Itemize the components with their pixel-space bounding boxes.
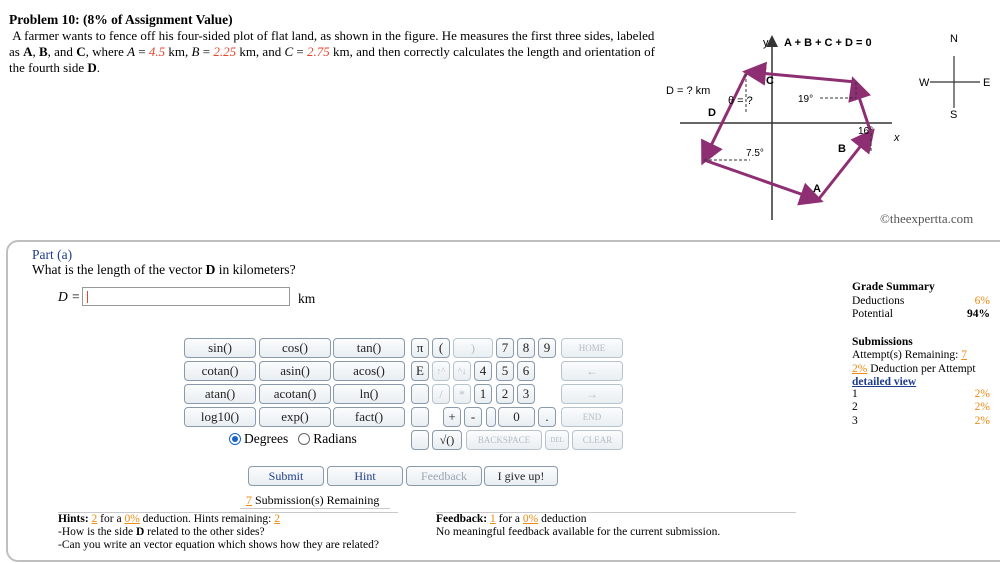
submission-row: 3 2% bbox=[852, 414, 990, 427]
angle-mode-group bbox=[229, 431, 357, 447]
backspace-button[interactable]: BACKSPACE bbox=[466, 430, 542, 450]
acotan-button[interactable]: acotan() bbox=[259, 384, 331, 404]
angle-16-label: 16° bbox=[858, 126, 874, 137]
exp-button[interactable]: exp() bbox=[259, 407, 331, 427]
hint-button[interactable]: Hint bbox=[327, 466, 403, 486]
value-b: 2.25 bbox=[213, 44, 237, 59]
divider-line bbox=[240, 508, 390, 509]
sqrt-button[interactable]: √() bbox=[432, 430, 462, 450]
degrees-radio[interactable] bbox=[229, 433, 241, 445]
key-3[interactable]: 3 bbox=[517, 384, 535, 404]
feedback-button[interactable]: Feedback bbox=[406, 466, 482, 486]
compass-east: E bbox=[983, 77, 991, 89]
minus-button[interactable]: - bbox=[464, 407, 482, 427]
clear-button[interactable]: CLEAR bbox=[572, 430, 623, 450]
theta-label: θ = ? bbox=[728, 95, 753, 107]
divide-button[interactable]: / bbox=[432, 384, 450, 404]
pi-button[interactable]: π bbox=[411, 338, 429, 358]
text-caret bbox=[87, 291, 88, 303]
tan-button[interactable]: tan() bbox=[333, 338, 405, 358]
potential-row: Potential 94% bbox=[852, 308, 990, 320]
blank-key-1[interactable] bbox=[411, 384, 429, 404]
radians-label: Radians bbox=[313, 431, 357, 446]
compass-north: N bbox=[950, 33, 958, 45]
copyright-text: ©theexpertta.com bbox=[880, 211, 974, 226]
deduction-per-attempt: 2% Deduction per Attempt bbox=[852, 362, 976, 375]
deductions-row: Deductions 6% bbox=[852, 294, 990, 307]
key-7[interactable]: 7 bbox=[496, 338, 514, 358]
key-1[interactable]: 1 bbox=[474, 384, 492, 404]
submission-row: 1 2% bbox=[852, 387, 990, 400]
home-button[interactable]: HOME bbox=[561, 338, 623, 358]
sin-button[interactable]: sin() bbox=[184, 338, 256, 358]
hints-summary: Hints: 2 for a 0% deduction. Hints remaining: 2 bbox=[58, 513, 280, 525]
decimal-button[interactable]: . bbox=[538, 407, 556, 427]
end-button[interactable]: END bbox=[561, 407, 623, 427]
key-0[interactable]: 0 bbox=[498, 407, 535, 427]
right-paren-button[interactable]: ) bbox=[453, 338, 493, 358]
submissions-remaining: 7 Submission(s) Remaining bbox=[246, 493, 380, 507]
atan-button[interactable]: atan() bbox=[184, 384, 256, 404]
d-vector-label: D bbox=[708, 107, 716, 119]
compass-west: W bbox=[919, 77, 930, 89]
key-6[interactable]: 6 bbox=[517, 361, 535, 381]
value-c: 2.75 bbox=[306, 44, 330, 59]
blank-key-3[interactable] bbox=[486, 407, 496, 427]
d-unknown-label: D = ? km bbox=[666, 85, 711, 97]
e-button[interactable]: E bbox=[411, 361, 429, 381]
vector-a bbox=[704, 160, 818, 200]
blank-key-4[interactable] bbox=[411, 430, 429, 450]
answer-input[interactable] bbox=[82, 287, 290, 306]
answer-unit: km bbox=[298, 291, 316, 306]
hint-1: -How is the side D related to the other sides? bbox=[58, 526, 265, 538]
cos-button[interactable]: cos() bbox=[259, 338, 331, 358]
feedback-message: No meaningful feedback available for the current submission. bbox=[436, 526, 721, 538]
key-2[interactable]: 2 bbox=[496, 384, 514, 404]
left-paren-button[interactable]: ( bbox=[432, 338, 450, 358]
feedback-summary: Feedback: 1 for a 0% deduction bbox=[436, 513, 587, 525]
problem-text: A farmer wants to fence off his four-sided plot of flat land, as shown in the figure. He measures the first three sides, labeled as A, B, and C, where A = 4.5 km, B = 2.25 km, and C = 2.75 km, and then correctly calculates the length and orientation of the fourth side D. bbox=[9, 28, 655, 75]
log10-button[interactable]: log10() bbox=[184, 407, 256, 427]
key-4[interactable]: 4 bbox=[474, 361, 492, 381]
right-arrow-button[interactable]: → bbox=[561, 384, 623, 404]
compass-south: S bbox=[950, 109, 958, 121]
give-up-button[interactable]: I give up! bbox=[484, 466, 558, 486]
cotan-button[interactable]: cotan() bbox=[184, 361, 256, 381]
fact-button[interactable]: fact() bbox=[333, 407, 405, 427]
blank-key-2[interactable] bbox=[411, 407, 429, 427]
radians-radio[interactable] bbox=[298, 433, 310, 445]
angle-75-label: 7.5° bbox=[746, 148, 764, 159]
submission-row: 2 2% bbox=[852, 401, 990, 413]
b-vector-label: B bbox=[838, 143, 846, 155]
c-vector-label: C bbox=[766, 75, 774, 87]
vector-diagram bbox=[660, 20, 1000, 230]
angle-19-label: 19° bbox=[798, 94, 814, 105]
key-8[interactable]: 8 bbox=[517, 338, 535, 358]
problem-statement bbox=[9, 12, 659, 76]
vector-equation: A + B + C + D = 0 bbox=[784, 37, 872, 49]
vector-c bbox=[748, 72, 856, 82]
asin-button[interactable]: asin() bbox=[259, 361, 331, 381]
value-a: 4.5 bbox=[148, 44, 166, 59]
degrees-label: Degrees bbox=[244, 431, 289, 446]
acos-button[interactable]: acos() bbox=[333, 361, 405, 381]
submit-button[interactable]: Submit bbox=[248, 466, 324, 486]
key-5[interactable]: 5 bbox=[496, 361, 514, 381]
y-axis-label: y bbox=[763, 37, 769, 49]
multiply-button[interactable]: * bbox=[453, 384, 471, 404]
plus-button[interactable]: + bbox=[443, 407, 461, 427]
problem-title: Problem 10: (8% of Assignment Value) bbox=[9, 12, 233, 27]
answer-label: D = bbox=[58, 289, 81, 304]
left-arrow-button[interactable]: ← bbox=[561, 361, 623, 381]
part-title: Part (a) bbox=[32, 247, 73, 262]
x-axis-label: x bbox=[894, 132, 900, 144]
a-vector-label: A bbox=[813, 183, 821, 195]
superscript-down-button[interactable]: ^↓ bbox=[453, 361, 471, 381]
hints-section bbox=[58, 513, 398, 552]
grade-summary bbox=[852, 281, 990, 428]
grade-summary-title: Grade Summary bbox=[852, 281, 935, 293]
vector-figure bbox=[660, 20, 1000, 230]
detailed-view-link[interactable]: detailed view bbox=[852, 376, 917, 388]
key-9[interactable]: 9 bbox=[538, 338, 556, 358]
part-question: What is the length of the vector D in kilometers? bbox=[32, 262, 296, 277]
superscript-up-button[interactable]: ↑^ bbox=[432, 361, 450, 381]
delete-button[interactable]: DEL bbox=[545, 430, 569, 450]
attempts-remaining: Attempt(s) Remaining: 7 bbox=[852, 349, 967, 361]
submissions-title: Submissions bbox=[852, 335, 913, 348]
feedback-section bbox=[436, 513, 806, 539]
ln-button[interactable]: ln() bbox=[333, 384, 405, 404]
hint-2: -Can you write an vector equation which shows how they are related? bbox=[58, 539, 379, 551]
